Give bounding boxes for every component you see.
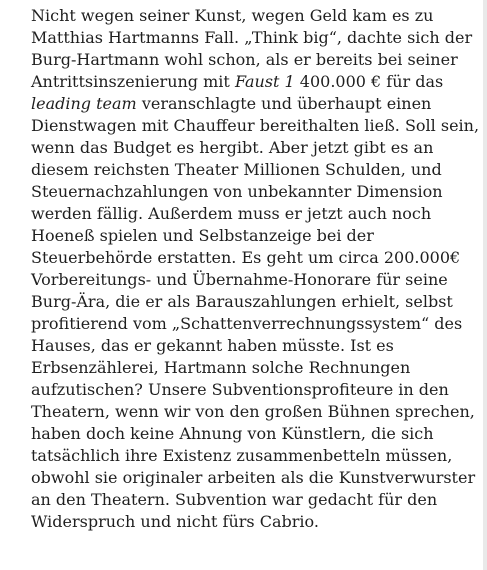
emphasized-title: Faust 1 bbox=[234, 72, 295, 91]
paragraph-line bbox=[31, 93, 481, 115]
paragraph-line: Vorbereitungs- und Übernahme-Honorare für seine bbox=[31, 270, 448, 289]
paragraph-line: Hauses, das er gekannt haben müsste. Ist es bbox=[31, 336, 394, 355]
scrollbar-track[interactable] bbox=[483, 0, 487, 570]
paragraph-line bbox=[31, 71, 481, 93]
paragraph-line: aufzutischen? Unsere Subventionsprofiteure in den bbox=[31, 380, 449, 399]
paragraph-line: Burg-Ära, die er als Barauszahlungen erhielt, selbst bbox=[31, 292, 453, 311]
paragraph-line: Matthias Hartmanns Fall. „Think big“, dachte sich der bbox=[31, 28, 473, 47]
emphasized-phrase: leading team bbox=[31, 94, 137, 113]
paragraph-line: Theatern, wenn wir von den großen Bühnen sprechen, bbox=[31, 402, 475, 421]
paragraph-line: haben doch keine Ahnung von Künstlern, die sich bbox=[31, 424, 434, 443]
paragraph-line: obwohl sie originaler arbeiten als die Kunstverwurster bbox=[31, 468, 476, 487]
paragraph-line: Burg-Hartmann wohl schon, als er bereits bei seiner bbox=[31, 50, 458, 69]
paragraph-line: werden fällig. Außerdem muss er jetzt auch noch bbox=[31, 204, 432, 223]
line-segment: veranschlagte und überhaupt einen bbox=[136, 94, 432, 113]
paragraph-line: wenn das Budget es hergibt. Aber jetzt gibt es an bbox=[31, 138, 434, 157]
paragraph-line: Widerspruch und nicht fürs Cabrio. bbox=[31, 512, 319, 531]
paragraph-line: Dienstwagen mit Chauffeur bereithalten ließ. Soll sein, bbox=[31, 116, 480, 135]
paragraph-line: diesem reichsten Theater Millionen Schulden, und bbox=[31, 160, 442, 179]
line-segment: 400.000 € für das bbox=[294, 72, 444, 91]
paragraph-line: profitierend vom „Schattenverrechnungssystem“ des bbox=[31, 314, 463, 333]
paragraph-line: Nicht wegen seiner Kunst, wegen Geld kam es zu bbox=[31, 6, 434, 25]
article-paragraph bbox=[31, 5, 481, 533]
paragraph-line: Hoeneß spielen und Selbstanzeige bei der bbox=[31, 226, 374, 245]
line-segment: Antrittsinszenierung mit bbox=[31, 72, 235, 91]
paragraph-line: Erbsenzählerei, Hartmann solche Rechnungen bbox=[31, 358, 411, 377]
paragraph-line: Steuerbehörde erstatten. Es geht um circa 200.000€ bbox=[31, 248, 461, 267]
paragraph-line: an den Theatern. Subvention war gedacht für den bbox=[31, 490, 438, 509]
paragraph-line: Steuernachzahlungen von unbekannter Dimension bbox=[31, 182, 443, 201]
paragraph-line: tatsächlich ihre Existenz zusammenbetteln müssen, bbox=[31, 446, 453, 465]
